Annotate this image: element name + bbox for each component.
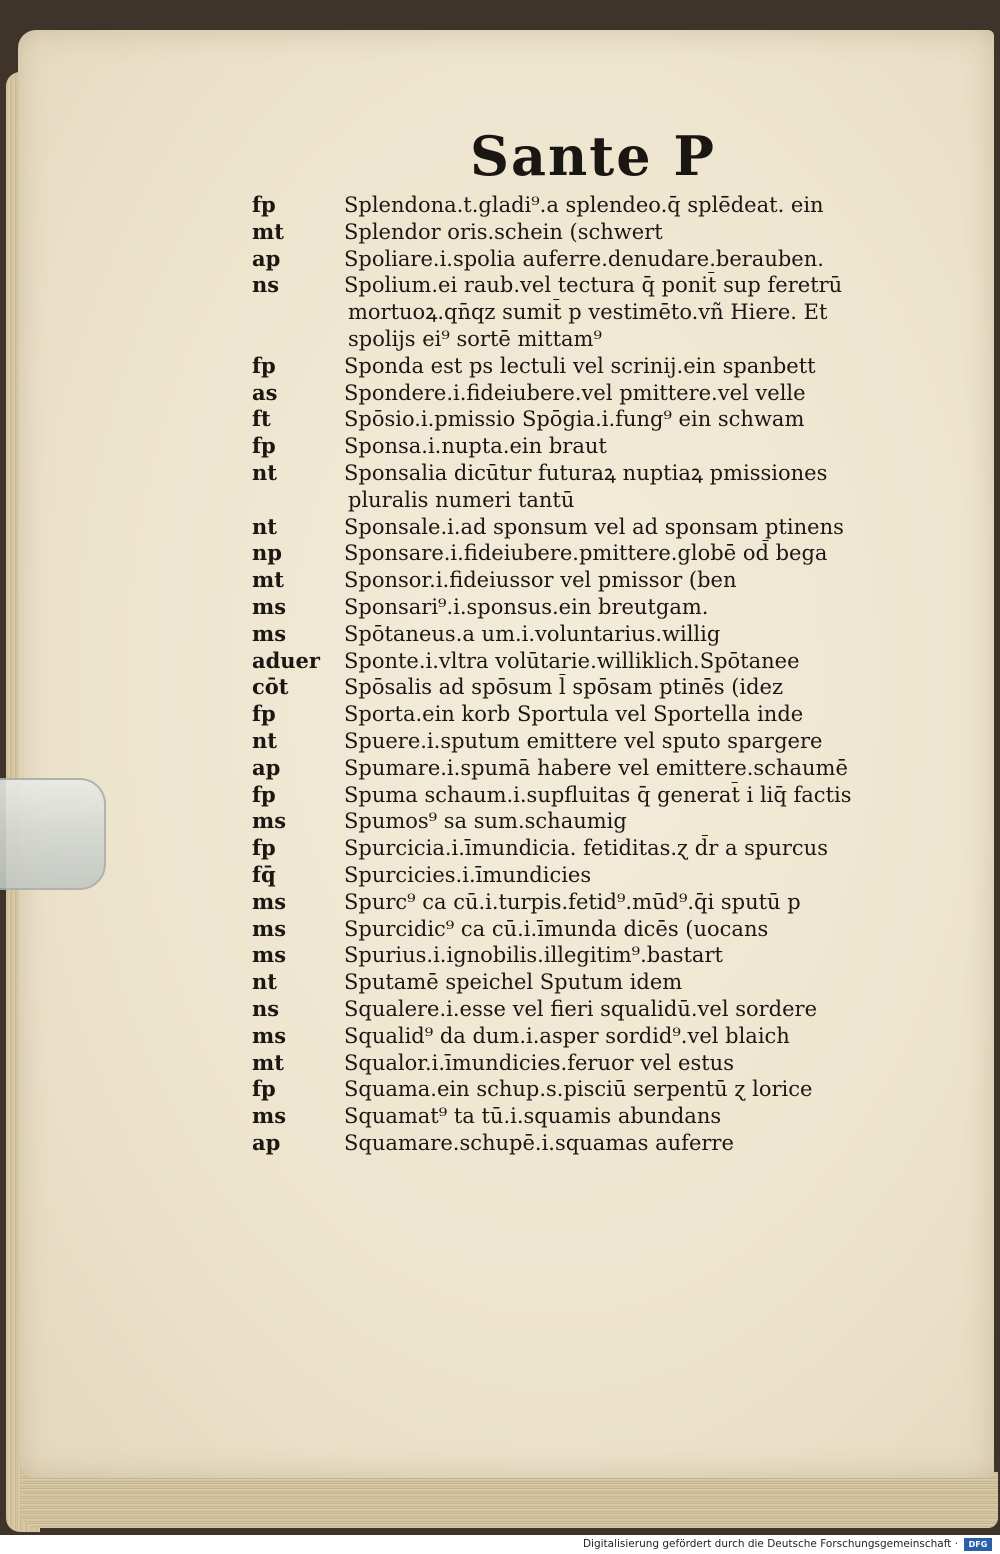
entry-text: Spondere.i.fideiubere.vel pmittere.vel velle — [344, 380, 806, 405]
entry-text: Squamare.schupē.i.squamas auferre — [344, 1130, 734, 1155]
entry-tag: ns — [252, 995, 280, 1021]
entry-tag — [252, 487, 344, 514]
entry-row — [252, 808, 992, 835]
entry-text: Squama.ein schup.s.pisciū serpentū ɀ lorice — [344, 1077, 813, 1102]
entry-text: Squalid⁹ da dum.i.asper sordid⁹.vel blaich — [344, 1023, 790, 1048]
entry-row — [252, 969, 992, 996]
entry-tag: fp — [252, 781, 276, 807]
entry-tag: mt — [252, 567, 284, 593]
entry-text: Spōsio.i.pmissio Spōgia.i.fung⁹ ein schwam — [344, 407, 805, 432]
entry-text: pluralis numeri tantū — [348, 487, 575, 512]
entry-tag: nt — [252, 727, 277, 753]
entry-tag: fp — [252, 1076, 276, 1102]
entry-tag: cōt — [252, 674, 289, 700]
entry-tag: nt — [252, 459, 277, 485]
entry-tag: ap — [252, 754, 281, 780]
entry-row — [252, 219, 992, 246]
entry-text: Squamat⁹ ta tū.i.squamis abundans — [344, 1104, 722, 1129]
entry-text: Sponsalia dicūtur futuraꝝ nuptiaꝝ pmissiones — [344, 460, 828, 485]
entry-row — [252, 460, 992, 487]
entry-tag: np — [252, 540, 282, 566]
entry-tag: ap — [252, 1129, 281, 1155]
entry-tag: ft — [252, 406, 271, 432]
entry-tag: fp — [252, 352, 276, 378]
entry-tag: ms — [252, 808, 287, 834]
entry-tag: as — [252, 379, 278, 405]
entry-text: Splendona.t.gladi⁹.a splendeo.q̄ splē̄deat. ein — [344, 193, 824, 217]
entry-tag: ms — [252, 593, 287, 619]
entry-row — [252, 728, 992, 755]
entry-row — [252, 594, 992, 621]
entry-text: Spuere.i.sputum emittere vel sputo spargere — [344, 728, 823, 753]
entry-row — [252, 380, 992, 407]
entry-tag: mt — [252, 1049, 284, 1075]
entry-row — [252, 1023, 992, 1050]
page-edge-bottom — [20, 1472, 998, 1528]
entry-row — [252, 567, 992, 594]
entry-row — [252, 1050, 992, 1077]
entry-row — [252, 862, 992, 889]
page-header: Sante P — [470, 124, 716, 188]
entry-row — [252, 540, 992, 567]
entry-row — [252, 916, 992, 943]
entry-row — [252, 835, 992, 862]
entry-row — [252, 406, 992, 433]
entry-text: Spuma schaum.i.supfluitas q̄ generat̄ i liq̄ factis — [344, 782, 852, 807]
entry-tag: ms — [252, 942, 287, 968]
entry-tag: ns — [252, 272, 280, 298]
entry-text: Spōsalis ad spōsum l̄ spōsam ptinēs (idez — [344, 675, 784, 700]
entry-text: Sponsare.i.fideiubere.pmittere.globē od̄ bega — [344, 541, 828, 566]
entry-tag: fp — [252, 192, 276, 217]
entry-tag — [252, 326, 344, 353]
entry-tag: nt — [252, 513, 277, 539]
entry-tag: ms — [252, 1103, 287, 1129]
entry-row — [252, 353, 992, 380]
entry-row — [252, 942, 992, 969]
entry-text: Spōtaneus.a um.i.voluntarius.willig — [344, 621, 721, 646]
entry-tag: fp — [252, 835, 276, 861]
entry-text: Squalere.i.esse vel fieri squalidū.vel sordere — [344, 996, 818, 1021]
entry-tag: ap — [252, 245, 281, 271]
entry-row — [252, 192, 992, 219]
entry-text: Spurc⁹ ca cū.i.turpis.fetid⁹.mūd⁹.q̄i sputū p — [344, 889, 801, 914]
entry-tag: aduer — [252, 647, 320, 673]
entry-tag: ms — [252, 620, 287, 646]
entry-row — [252, 755, 992, 782]
entry-text: Splendor oris.schein (schwert — [344, 219, 663, 244]
entry-row — [252, 326, 992, 353]
footer-credit: Digitalisierung gefördert durch die Deutsche Forschungsgemeinschaft · — [582, 1538, 958, 1550]
entry-row — [252, 487, 992, 514]
entry-text: Sponsale.i.ad sponsum vel ad sponsam ptinens — [344, 514, 844, 539]
dfg-logo: DFG — [964, 1538, 992, 1551]
entry-row — [252, 1130, 992, 1157]
entry-text: Spurius.i.ignobilis.illegitim⁹.bastart — [344, 943, 723, 968]
entry-text: Spoliare.i.spolia auferre.denudare.berauben. — [344, 246, 824, 271]
entry-row — [252, 889, 992, 916]
entry-tag: ms — [252, 1022, 287, 1048]
entry-row — [252, 701, 992, 728]
entry-text: mortuoꝝ.qn̄qz sumit̄ p vestimēto.vñ Hiere. Et — [348, 300, 828, 325]
dictionary-entries — [252, 192, 992, 1157]
entry-tag — [252, 299, 344, 326]
entry-row — [252, 782, 992, 809]
entry-text: Sponda est ps lectuli vel scrinij.ein spanbett — [344, 353, 816, 378]
entry-row — [252, 514, 992, 541]
entry-text: Sporta.ein korb Sportula vel Sportella inde — [344, 702, 804, 727]
entry-tag: nt — [252, 969, 277, 995]
page-clip — [0, 778, 106, 890]
entry-text: Spumare.i.spumā habere vel emittere.schaumē — [344, 755, 848, 780]
entry-text: Spumos⁹ sa sum.schaumig — [344, 809, 627, 834]
entry-row — [252, 299, 992, 326]
entry-row — [252, 674, 992, 701]
entry-row — [252, 1103, 992, 1130]
entry-text: Sputamē speichel Sputum idem — [344, 970, 683, 995]
entry-tag: ms — [252, 888, 287, 914]
entry-text: Spolium.ei raub.vel tectura q̄ ponit̄ sup feretrū — [344, 273, 843, 298]
entry-text: Sponsari⁹.i.sponsus.ein breutgam. — [344, 594, 709, 619]
entry-text: Sponsor.i.fideiussor vel pmissor (ben — [344, 568, 737, 593]
entry-tag: fp — [252, 433, 276, 459]
entry-text: Sponte.i.vltra volūtarie.williklich.Spōtanee — [344, 648, 800, 673]
entry-row — [252, 648, 992, 675]
entry-tag: fp — [252, 701, 276, 727]
entry-text: Spurcicia.i.īmundicia. fetiditas.ɀ d̄r a spurcus — [344, 836, 828, 861]
entry-text: Spurcicies.i.īmundicies — [344, 862, 592, 887]
entry-tag: fq̄ — [252, 861, 276, 887]
entry-text: Spurcidic⁹ ca cū.i.īmunda dicēs (uocans — [344, 916, 769, 941]
entry-tag: mt — [252, 218, 284, 244]
entry-row — [252, 433, 992, 460]
entry-row — [252, 1076, 992, 1103]
footer-bar — [0, 1535, 1000, 1554]
entry-row — [252, 246, 992, 273]
entry-row — [252, 996, 992, 1023]
entry-text: spolijs ei⁹ sortē mittam⁹ — [348, 326, 602, 351]
entry-tag: ms — [252, 915, 287, 941]
entry-text: Sponsa.i.nupta.ein braut — [344, 434, 607, 459]
entry-text: Squalor.i.īmundicies.feruor vel estus — [344, 1050, 734, 1075]
entry-row — [252, 272, 992, 299]
entry-row — [252, 621, 992, 648]
